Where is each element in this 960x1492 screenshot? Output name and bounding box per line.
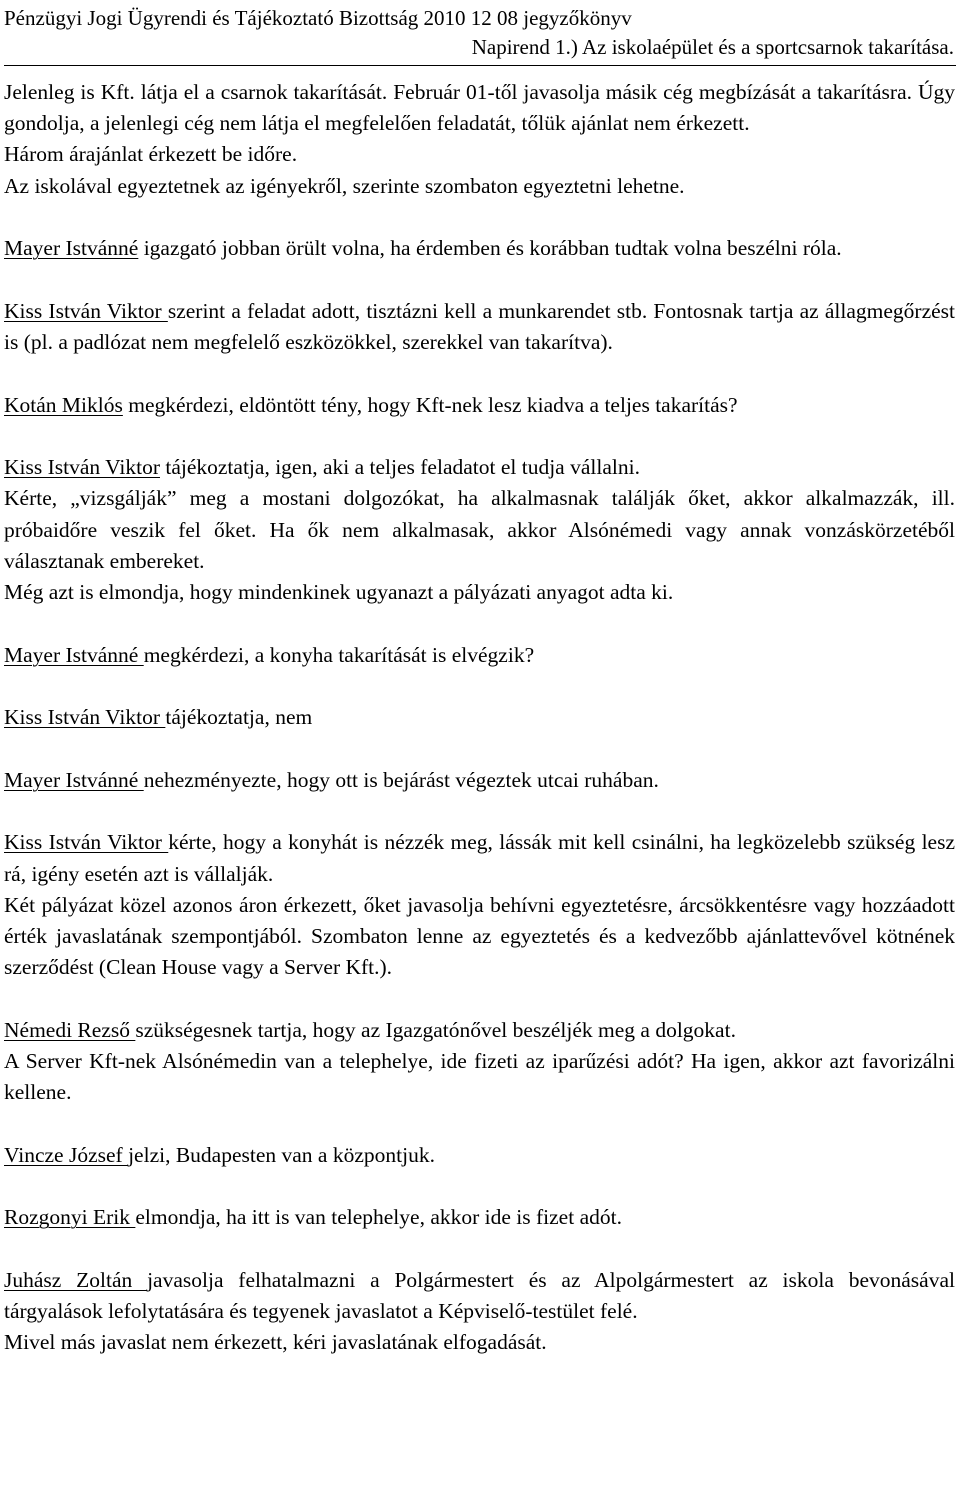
paragraph-statement: Kiss István Viktor tájékoztatja, nem: [4, 705, 313, 730]
speaker-name: Némedi Rezső: [4, 1017, 136, 1042]
paragraph-statement: Némedi Rezső szükségesnek tartja, hogy az Igazgatónővel beszéljék meg a dolgokat.: [4, 1017, 736, 1042]
speaker-name: Vincze József: [4, 1142, 129, 1167]
paragraph-statement: Kiss István Viktor szerint a feladat adott, tisztázni kell a munkarendet stb. Fontosnak tartja az állagmegőrzést is (pl. a padlózat nem megfelelő eszközökkel, szerekkel van takarítva).: [4, 298, 955, 354]
header-agenda: Napirend 1.) Az iskolaépület és a sportcsarnok takarítása.: [471, 35, 954, 59]
speaker-name: Kiss István Viktor: [4, 298, 168, 323]
speaker-name: Juhász Zoltán: [4, 1267, 148, 1292]
paragraph-offers: Három árajánlat érkezett be időre.: [4, 142, 298, 167]
paragraph-statement: Kotán Miklós megkérdezi, eldöntött tény, hogy Kft-nek lesz kiadva a teljes takarítás?: [4, 392, 738, 417]
paragraph-continuation: A Server Kft-nek Alsónémedin van a telephelye, ide fizeti az iparűzési adót? Ha igen, akkor azt favorizálni kellene.: [4, 1048, 955, 1105]
speaker-name: Kiss István Viktor: [4, 705, 166, 730]
paragraph-continuation: Mivel más javaslat nem érkezett, kéri javaslatának elfogadását.: [4, 1330, 547, 1355]
paragraph-statement: Mayer Istvánné megkérdezi, a konyha takarítását is elvégzik?: [4, 642, 535, 667]
paragraph-continuation: Még azt is elmondja, hogy mindenkinek ugyanazt a pályázati anyagot adta ki.: [4, 580, 674, 604]
speaker-name: Rozgonyi Erik: [4, 1205, 136, 1230]
paragraph-school: Az iskolával egyeztetnek az igényekről, szerinte szombaton egyeztetni lehetne.: [4, 173, 685, 198]
paragraph-statement: Kiss István Viktor kérte, hogy a konyhát is nézzék meg, lássák mit kell csinálni, ha legközelebb szükség lesz rá, igény esetén azt is vállalják.: [4, 830, 955, 886]
paragraph-continuation: Kérte, „vizsgálják” meg a mostani dolgozókat, ha alkalmasnak találják őket, akkor alkalmazzák, ill. próbaidőre veszik fel őket. Ha ők nem alkalmasak, akkor Alsónémedi vagy annak vonzáskörzetéből választanak embereket.: [4, 486, 955, 573]
paragraph-statement: Kiss István Viktor tájékoztatja, igen, aki a teljes feladatot el tudja vállalni.: [4, 455, 640, 480]
paragraph-statement: Vincze József jelzi, Budapesten van a központjuk.: [4, 1142, 435, 1167]
document-body: [4, 77, 955, 1359]
paragraph-intro: Jelenleg is Kft. látja el a csarnok takarítását. Február 01-től javasolja másik cég megbízását a takarításra. Úgy gondolja, a jelenlegi cég nem látja el megfelelően feladatát, tőlük ajánlat nem érkezett.: [4, 80, 955, 136]
speaker-name: Kiss István Viktor: [4, 455, 160, 480]
paragraph-continuation: Két pályázat közel azonos áron érkezett, őket javasolja behívni egyeztetésre, árcsökkentésre vagy hozzáadott érték javaslatának szempontjából. Szombaton lenne az egyeztetés és a kedvezőbb ajánlattevővel kötnének szerződést (Clean House vagy a Server Kft.).: [4, 892, 955, 980]
speaker-name: Mayer Istvánné: [4, 767, 144, 792]
document-header: [4, 4, 956, 62]
paragraph-statement: Rozgonyi Erik elmondja, ha itt is van telephelye, akkor ide is fizet adót.: [4, 1205, 622, 1230]
paragraph-statement: Mayer Istvánné nehezményezte, hogy ott is bejárást végeztek utcai ruhában.: [4, 767, 659, 792]
speaker-name: Kotán Miklós: [4, 392, 123, 417]
speaker-name: Mayer Istvánné: [4, 642, 144, 667]
paragraph-statement: Mayer Istvánné igazgató jobban örült volna, ha érdemben és korábban tudtak volna beszélni róla.: [4, 236, 842, 261]
header-divider: [4, 65, 956, 66]
paragraph-statement: Juhász Zoltán javasolja felhatalmazni a Polgármestert és az Alpolgármestert az iskola bevonásával tárgyalások lefolytatására és tegyenek javaslatot a Képviselő-testület felé.: [4, 1267, 955, 1324]
speaker-name: Mayer Istvánné: [4, 236, 139, 261]
speaker-name: Kiss István Viktor: [4, 830, 169, 855]
header-title: Pénzügyi Jogi Ügyrendi és Tájékoztató Bizottság 2010 12 08 jegyzőkönyv: [4, 6, 632, 30]
